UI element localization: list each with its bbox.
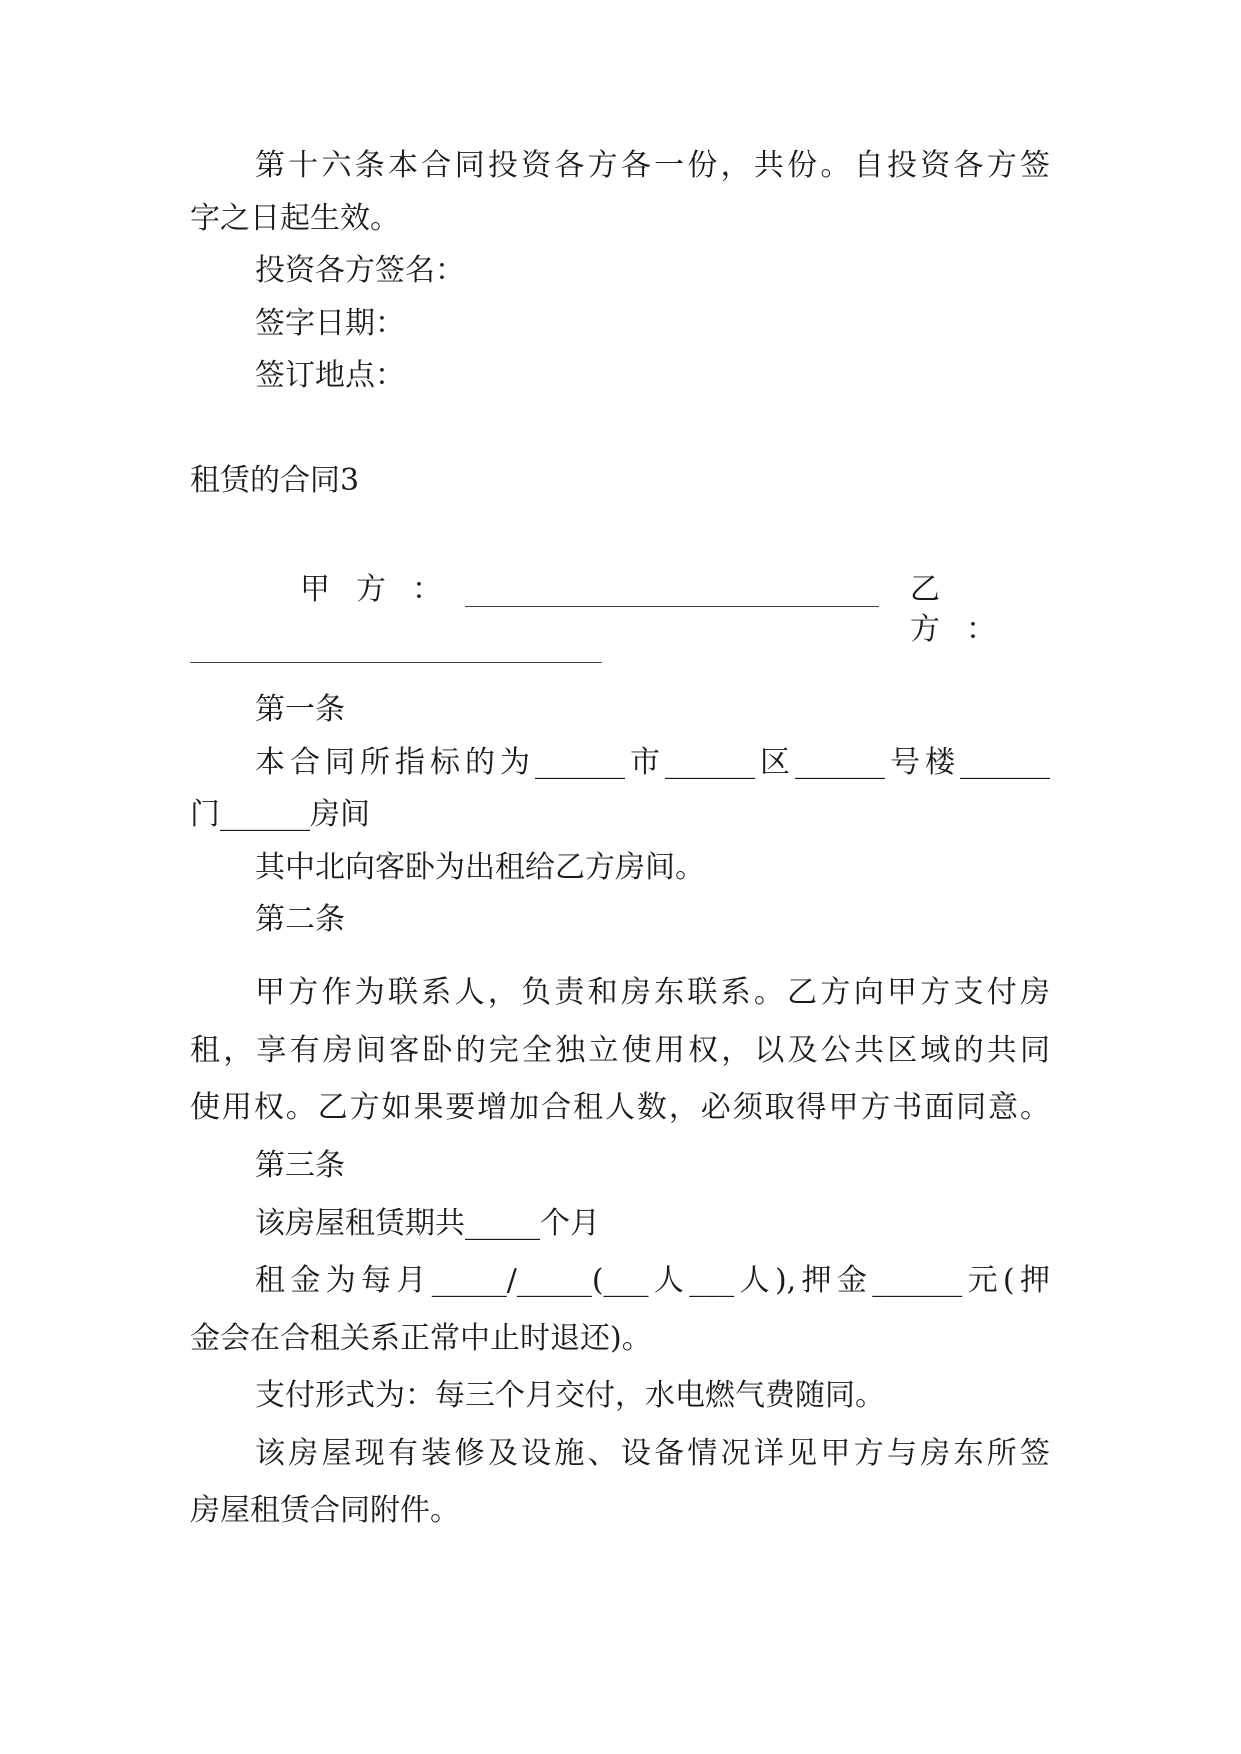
- signature-place-label: 签订地点：: [255, 358, 405, 393]
- article-2-line-3: 使用权。乙方如果要增加合租人数，必须取得甲方书面同意。: [190, 1090, 1050, 1125]
- article-3-line-6: 房屋租赁合同附件。: [190, 1493, 460, 1528]
- article-2-line-2: 租，享有房间客卧的完全独立使用权，以及公共区域的共同: [190, 1033, 1050, 1068]
- article-3-line-4: 支付形式为：每三个月交付，水电燃气费随同。: [255, 1378, 885, 1413]
- article-3-line-5: 该房屋现有装修及设施、设备情况详见甲方与房东所签: [255, 1436, 1050, 1471]
- article-16-line-1: 第十六条本合同投资各方各一份，共份。自投资各方签: [255, 148, 1050, 183]
- article-2-line-1: 甲方作为联系人，负责和房东联系。乙方向甲方支付房: [255, 975, 1050, 1010]
- contract-title: 租赁的合同3: [190, 463, 360, 498]
- article-3-heading: 第三条: [255, 1148, 345, 1183]
- party-a-blank: [465, 606, 879, 607]
- signature-date-label: 签字日期：: [255, 306, 405, 341]
- party-row: [300, 570, 1050, 647]
- party-b-blank: [190, 662, 602, 663]
- article-1-line-3: 其中北向客卧为出租给乙方房间。: [255, 850, 705, 885]
- party-a-label: 甲方：: [300, 572, 468, 607]
- article-2-heading: 第二条: [255, 902, 345, 937]
- article-16-line-2: 字之日起生效。: [190, 201, 400, 236]
- party-b-label: 乙方：: [910, 572, 1022, 647]
- article-3-line-1: 该房屋租赁期共_____个月: [255, 1206, 600, 1241]
- article-3-line-3: 金会在合租关系正常中止时退还)。: [190, 1321, 652, 1356]
- signature-names-label: 投资各方签名：: [255, 253, 465, 288]
- article-1-line-2: 门______房间: [190, 797, 370, 832]
- article-1-line-1: 本合同所指标的为______市______区______号楼______: [255, 745, 1050, 780]
- article-3-line-2: 租金为每月_____/_____(___人___人),押金______元(押: [255, 1263, 1050, 1298]
- article-1-heading: 第一条: [255, 692, 345, 727]
